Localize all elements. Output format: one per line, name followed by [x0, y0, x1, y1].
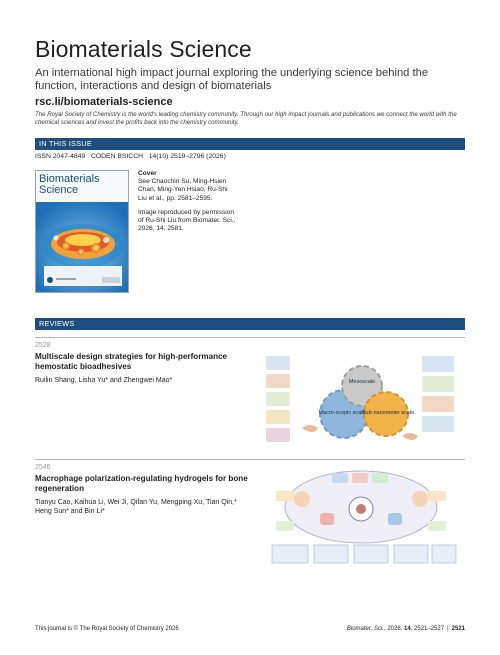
cover-journal-title: Biomaterials Science [39, 173, 100, 196]
article-graphical-abstract[interactable] [262, 350, 460, 447]
journal-abbreviation: Biomater. Sci. [346, 626, 384, 632]
article-title-link[interactable]: Macrophage polarization-regulating hydrogels for bone regeneration [35, 474, 248, 493]
figure-label-subnanometer: Sub-nanometer scale [361, 410, 415, 416]
footer-separator: | [447, 626, 449, 632]
copyright-notice: This journal is © The Royal Society of Chemistry 2026 [35, 626, 179, 632]
article-divider [35, 337, 465, 338]
rsc-blurb: The Royal Society of Chemistry is the world's leading chemistry community. Through our high impact journals and publications we connect the world with the chemical sciences and invest the profits back into the chemistry community. [35, 111, 457, 126]
figure-label-macroscopic: Macro-scopic scale [318, 410, 366, 416]
article-title-link[interactable]: Multiscale design strategies for high-performance hemostatic bioadhesives [35, 352, 228, 371]
in-this-issue-bar: IN THIS ISSUE [35, 138, 465, 150]
cover-label: Cover [138, 170, 157, 177]
reviews-bar: REVIEWS [35, 318, 465, 330]
journal-url-link[interactable]: rsc.li/biomaterials-science [35, 96, 173, 108]
page-number: 2521 [451, 626, 465, 632]
citation-year: , 2026, [384, 626, 405, 632]
cover-credit: See Chaochin Su, Ming-Hsien Chan, Ming-Yen Hsiao, Ru-Shi Liu et al., pp. 2581–2595. [138, 178, 228, 202]
page-citation [347, 626, 465, 632]
citation-pages: , 2521–2527 [410, 626, 445, 632]
article-authors: Tianyu Cao, Kaihua Li, Wei Ji, Qifan Yu, Mengping Xu, Tian Qin,* Heng Sun* and Bin Li* [35, 499, 237, 515]
cover-image[interactable] [35, 170, 129, 293]
issn: ISSN 2047-4849 [35, 153, 86, 160]
citation-volume: 14 [404, 626, 411, 632]
cover-caption [138, 170, 238, 233]
cover-reproduction-note: Image reproduced by permission of Ru-Shi Liu from Biomater. Sci., 2026, 14, 2581. [138, 208, 236, 233]
journal-title: Biomaterials Science [35, 36, 252, 62]
issue-info [35, 153, 226, 160]
article-page-number: 2546 [35, 464, 51, 471]
figure-label-mesoscale: Mesoscale [348, 379, 376, 385]
journal-tagline: An international high impact journal exploring the underlying science behind the function, interactions and design of biomaterials [35, 67, 429, 92]
cover-artwork [36, 202, 129, 293]
volume-pages: 14(10) 2519–2796 (2026) [148, 153, 226, 160]
coden: CODEN BSICCH [90, 153, 144, 160]
article-page-number: 2528 [35, 342, 51, 349]
article-graphical-abstract[interactable] [262, 469, 460, 567]
article-authors: Ruilin Shang, Lisha Yu* and Zhengwei Mao* [35, 377, 173, 384]
article-divider [35, 459, 465, 460]
